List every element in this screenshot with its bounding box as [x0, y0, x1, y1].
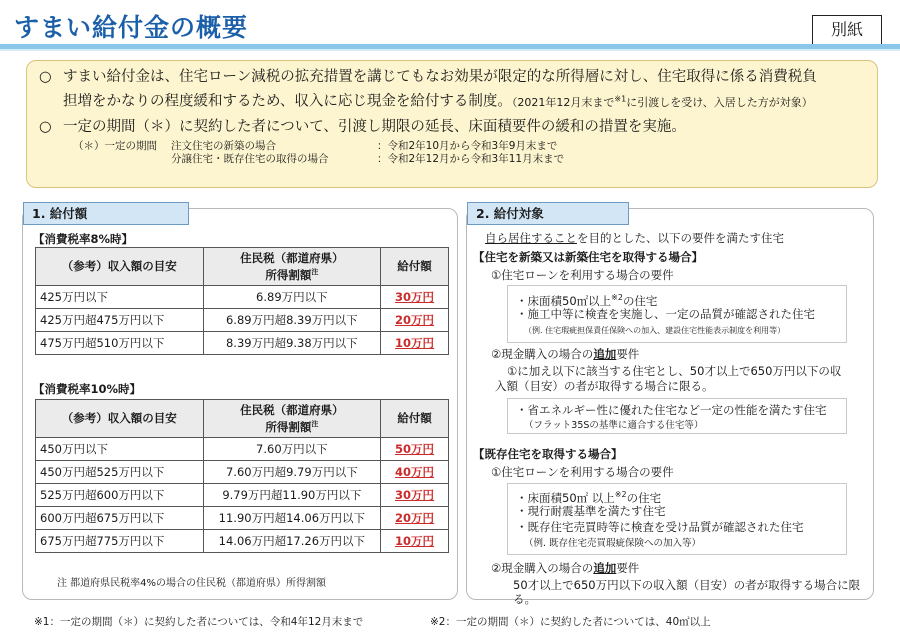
new-cash-requirements: [507, 398, 847, 434]
table-row: [36, 506, 449, 529]
footnote-2: ※2：一定の期間（＊）に契約した者については、40㎡以上: [430, 616, 711, 628]
header-income: （参考）収入額の目安: [36, 400, 204, 438]
benefit-table-8: [35, 247, 449, 355]
section-title-eligibility: 2. 給付対象: [467, 202, 629, 225]
amount-cell: 40万円: [381, 460, 449, 483]
attachment-badge: 別紙: [812, 15, 882, 45]
income-cell: 675万円超775万円以下: [36, 529, 204, 552]
table-row: [36, 437, 449, 460]
period-range: ：令和2年12月から令和3年11月末まで: [377, 152, 565, 165]
existing-loan-requirements: [507, 483, 847, 555]
benefit-table-10: [35, 399, 449, 553]
header-income: （参考）収入額の目安: [36, 248, 204, 286]
period-case: 分譲住宅・既存住宅の取得の場合: [171, 152, 329, 165]
table-row: [36, 308, 449, 331]
eligibility-panel: [466, 206, 874, 606]
tax-cell: 11.90万円超14.06万円以下: [203, 506, 381, 529]
tax-note: 注 都道府県民税率4%の場合の住民税（都道府県）所得割額: [57, 578, 327, 589]
period-table: [73, 140, 865, 166]
table-header: [36, 400, 449, 438]
income-cell: 525万円超600万円以下: [36, 483, 204, 506]
header-tax: 住民税（都道府県） 所得割額$^注$: [203, 400, 381, 438]
summary-point-2: [39, 117, 865, 138]
requirement-item: ・床面積50㎡ 以上$^{※2}$の住宅: [516, 490, 662, 505]
summary-point-2-text: 一定の期間（＊）に契約した者について、引渡し期限の延長、床面積要件の緩和の措置を実施。: [63, 118, 686, 135]
title-divider-light: [0, 49, 900, 51]
amount-cell: 10万円: [381, 331, 449, 354]
period-range: ：令和2年10月から令和3年9月末まで: [377, 139, 558, 152]
requirement-item: ・床面積50㎡以上$^{※2}$の住宅: [516, 293, 658, 308]
summary-point-1: [39, 67, 865, 88]
table-row: [36, 483, 449, 506]
requirement-example: （例. 住宅瑕疵担保責任保険への加入、建設住宅性能表示制度を利用等）: [524, 326, 786, 335]
amount-cell: 20万円: [381, 308, 449, 331]
section-title-benefit: 1. 給付額: [23, 202, 189, 225]
tax-cell: 6.89万円以下: [203, 285, 381, 308]
new-loan-heading: ①住宅ローンを利用する場合の要件: [491, 268, 674, 282]
amount-cell: 20万円: [381, 506, 449, 529]
new-house-heading: 【住宅を新築又は新築住宅を取得する場合】: [473, 250, 703, 264]
requirement-item: ・省エネルギー性に優れた住宅など一定の性能を満たす住宅: [516, 403, 827, 417]
tax-cell: 8.39万円超9.38万円以下: [203, 331, 381, 354]
amount-cell: 10万円: [381, 529, 449, 552]
tax-cell: 6.89万円超8.39万円以下: [203, 308, 381, 331]
header-amount: 給付額: [381, 248, 449, 286]
period-label: （＊）一定の期間: [73, 139, 157, 152]
income-cell: 450万円超525万円以下: [36, 460, 204, 483]
footnote-1: ※1：一定の期間（＊）に契約した者については、令和4年12月末まで: [34, 616, 364, 628]
income-cell: 450万円以下: [36, 437, 204, 460]
tax-cell: 7.60万円以下: [203, 437, 381, 460]
benefit-amount-panel: [22, 208, 458, 600]
amount-cell: 30万円: [381, 483, 449, 506]
income-cell: 425万円以下: [36, 285, 204, 308]
table-row: [36, 285, 449, 308]
new-cash-heading: ②現金購入の場合の追加要件: [491, 347, 640, 361]
requirement-item: ・施工中等に検査を実施し、一定の品質が確認された住宅: [516, 307, 815, 321]
income-cell: 475万円超510万円以下: [36, 331, 204, 354]
new-cash-desc: 入額（目安）の者が取得する場合に限る。: [495, 379, 714, 393]
table-row: [36, 331, 449, 354]
tax-cell: 14.06万円超17.26万円以下: [203, 529, 381, 552]
period-case: 注文住宅の新築の場合: [171, 139, 276, 152]
tax-cell: 9.79万円超11.90万円以下: [203, 483, 381, 506]
summary-point-1-text: すまい給付金は、住宅ローン減税の拡充措置を講じてもなお効果が限定的な所得層に対し、住宅取得に係る消費税負: [63, 69, 817, 85]
header-tax: 住民税（都道府県） 所得割額$^注$: [203, 248, 381, 286]
summary-point-1-cont: [39, 88, 865, 113]
existing-cash-desc: 50才以上で650万円以下の収入額（目安）の者が取得する場合に限る。: [513, 578, 861, 606]
requirement-item: ・既存住宅売買時等に検査を受け品質が確認された住宅: [516, 520, 804, 534]
table-row: [36, 460, 449, 483]
table-row: [36, 529, 449, 552]
amount-cell: 50万円: [381, 437, 449, 460]
income-cell: 425万円超475万円以下: [36, 308, 204, 331]
existing-house-heading: 【既存住宅を取得する場合】: [473, 447, 623, 461]
summary-box: [26, 60, 878, 188]
new-cash-desc: ①に加え以下に該当する住宅とし、50才以上で650万円以下の収: [507, 364, 842, 378]
tax-rate-10-label: 【消費税率10%時】: [33, 382, 142, 396]
requirement-example: （例. 既存住宅売買瑕疵保険への加入等）: [524, 538, 702, 549]
summary-note: （2021年12月末まで$^{※1}$に引渡しを受け、入居した方が対象）: [511, 94, 813, 109]
page-title: すまい給付金の概要: [14, 13, 249, 42]
new-loan-requirements: [507, 285, 847, 343]
summary-point-1-cont-text: 担増をかなりの程度緩和するため、収入に応じ現金を給付する制度。: [63, 93, 512, 110]
header-amount: 給付額: [381, 400, 449, 438]
existing-cash-heading: ②現金購入の場合の追加要件: [491, 561, 640, 575]
bullet-circle: ○: [39, 118, 52, 135]
tax-cell: 7.60万円超9.79万円以下: [203, 460, 381, 483]
eligibility-intro: 自ら居住することを目的とした、以下の要件を満たす住宅: [485, 231, 784, 245]
requirement-item: ・現行耐震基準を満たす住宅: [516, 504, 666, 518]
income-cell: 600万円超675万円以下: [36, 506, 204, 529]
amount-cell: 30万円: [381, 285, 449, 308]
requirement-example: （フラット35Sの基準に適合する住宅等）: [524, 420, 704, 431]
tax-rate-8-label: 【消費税率8%時】: [33, 232, 134, 246]
table-header: [36, 248, 449, 286]
existing-loan-heading: ①住宅ローンを利用する場合の要件: [491, 465, 674, 479]
bullet-circle: ○: [39, 69, 52, 85]
